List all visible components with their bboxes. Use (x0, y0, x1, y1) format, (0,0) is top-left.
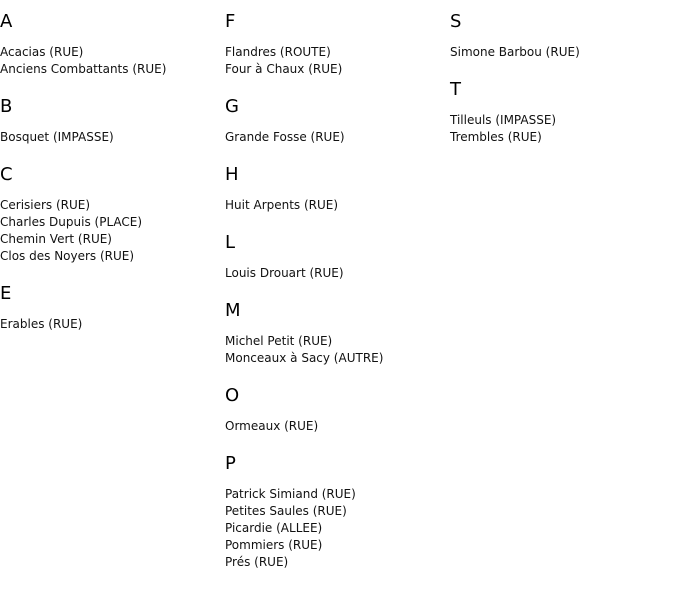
letter-heading: F (225, 11, 236, 32)
letter-group (0, 10, 225, 78)
letter-heading: M (225, 300, 241, 321)
street-index (0, 10, 675, 588)
street-list (0, 197, 225, 265)
letter-heading: T (450, 79, 461, 100)
letter-heading: B (0, 96, 13, 117)
street-list (0, 44, 225, 78)
street-list (225, 333, 450, 367)
street-list (225, 129, 450, 146)
letter-group (225, 384, 450, 435)
street-link[interactable]: Picardie (ALLEE) (225, 521, 323, 535)
letter-heading: G (225, 96, 239, 117)
street-link[interactable]: Monceaux à Sacy (AUTRE) (225, 351, 384, 365)
street-link[interactable]: Four à Chaux (RUE) (225, 62, 343, 76)
street-link[interactable]: Pommiers (RUE) (225, 538, 323, 552)
street-link[interactable]: Patrick Simiand (RUE) (225, 487, 356, 501)
letter-group (450, 10, 675, 61)
street-link[interactable]: Anciens Combattants (RUE) (0, 62, 167, 76)
street-list (225, 197, 450, 214)
street-list (225, 44, 450, 78)
street-link[interactable]: Bosquet (IMPASSE) (0, 130, 114, 144)
street-list (225, 418, 450, 435)
street-list (450, 44, 675, 61)
letter-heading: A (0, 11, 13, 32)
letter-group (225, 163, 450, 214)
street-link[interactable]: Cerisiers (RUE) (0, 198, 91, 212)
street-link[interactable]: Grande Fosse (RUE) (225, 130, 345, 144)
street-list (0, 316, 225, 333)
letter-heading: L (225, 232, 236, 253)
street-link[interactable]: Tilleuls (IMPASSE) (450, 113, 557, 127)
street-link[interactable]: Michel Petit (RUE) (225, 334, 333, 348)
street-link[interactable]: Chemin Vert (RUE) (0, 232, 112, 246)
street-link[interactable]: Simone Barbou (RUE) (450, 45, 580, 59)
street-link[interactable]: Prés (RUE) (225, 555, 289, 569)
index-column (450, 10, 675, 588)
street-link[interactable]: Acacias (RUE) (0, 45, 84, 59)
street-link[interactable]: Charles Dupuis (PLACE) (0, 215, 143, 229)
street-link[interactable]: Huit Arpents (RUE) (225, 198, 339, 212)
letter-group (0, 282, 225, 333)
letter-heading: C (0, 164, 13, 185)
street-link[interactable]: Ormeaux (RUE) (225, 419, 319, 433)
letter-group (0, 163, 225, 265)
street-link[interactable]: Erables (RUE) (0, 317, 83, 331)
street-link[interactable]: Clos des Noyers (RUE) (0, 249, 135, 263)
street-link[interactable]: Trembles (RUE) (450, 130, 542, 144)
letter-heading: S (450, 11, 462, 32)
letter-group (0, 95, 225, 146)
street-link[interactable]: Petites Saules (RUE) (225, 504, 347, 518)
street-list (0, 129, 225, 146)
letter-group (225, 299, 450, 367)
street-list (450, 112, 675, 146)
street-list (225, 265, 450, 282)
street-link[interactable]: Flandres (ROUTE) (225, 45, 331, 59)
letter-heading: P (225, 453, 236, 474)
index-column (225, 10, 450, 588)
letter-group (225, 10, 450, 78)
letter-group (225, 452, 450, 571)
street-link[interactable]: Louis Drouart (RUE) (225, 266, 344, 280)
letter-heading: E (0, 283, 12, 304)
letter-group (450, 78, 675, 146)
letter-heading: O (225, 385, 240, 406)
letter-group (225, 95, 450, 146)
letter-heading: H (225, 164, 239, 185)
letter-group (225, 231, 450, 282)
street-list (225, 486, 450, 571)
index-column (0, 10, 225, 588)
